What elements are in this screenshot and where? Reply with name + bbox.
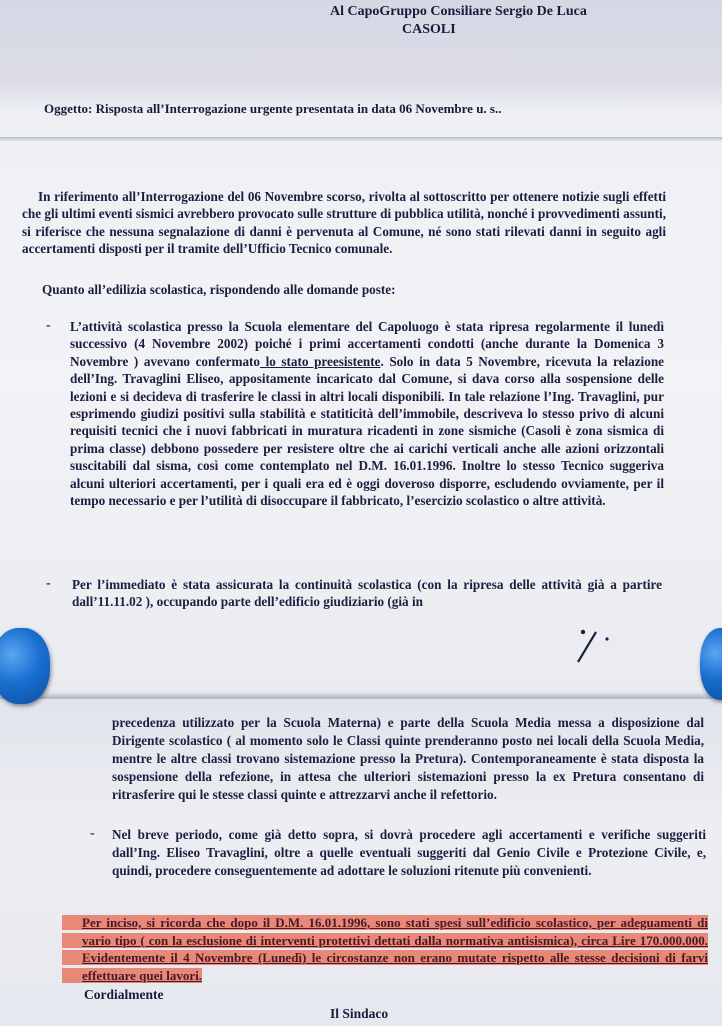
intro-paragraph: In riferimento all’Interrogazione del 06 Novembre scorso, rivolta al sottoscritto per ottenere notizie sugli effetti che gli ultimi eventi sismici avrebbero provocato sulle strutture di pubblica utilità, nonché i provvedimenti assunti, si riferisce che nessuna segnalazione di danni è pervenuta al Comune, né sono stati rilevati danni in seguito agli accertamenti disposti per il tramite dell’Ufficio Tecnico comunale. (22, 189, 666, 257)
bullet-school-activity-text-1: L’attività scolastica presso la Scuola elementare del Capoluogo è stata ripresa regolarmente il lunedì successivo (4 Novembre 2002) poiché i primi accertamenti condotti (anche durante la Domenica 3 Novembre ) avevano confermato (70, 319, 664, 369)
bullet-marker: - (46, 318, 51, 333)
push-pin (0, 628, 50, 704)
bullet-continuity: Per l’immediato è stata assicurata la continuità scolastica (con la ripresa delle attività già a partire dall’11.11.02 ), occupando parte dell’edificio giudiziario (già in (72, 577, 662, 610)
school-buildings-paragraph: Quanto all’edilizia scolastica, rispondendo alle domande poste: (42, 282, 396, 297)
highlighted-text: Per inciso, si ricorda che dopo il D.M. 16.01.1996, sono stati spesi sull’edificio scolastico, per adeguamenti di vario tipo ( con la esclusione di interventi protettivi dettati dalla normativa antisismica), circa Lire 170.000.000. Evidentemente il 4 Novembre (Lunedì) le circostanze non erano mutate rispetto alle stesse decisioni di farvi effettuare quei lavori. (62, 915, 708, 983)
subject-line: Oggetto: Risposta all’Interrogazione urgente presentata in data 06 Novembre u. s.. (44, 101, 502, 116)
bullet-marker: - (46, 576, 51, 591)
continuation-mark (574, 626, 614, 666)
addressee-city: CASOLI (402, 22, 456, 37)
highlighted-paragraph (62, 914, 708, 984)
bullet-school-activity-text-2: . Solo in data 5 Novembre, ricevuta la relazione dell’Ing. Travaglini Eliseo, appositamente incaricato dal Comune, si dava corso alla sospensione delle lezioni e si decideva di trasferire le classi in altri locali disponibili. In tale relazione l’Ing. Travaglini, pur esprimendo giudizi positivi sulla stabilità e statiticità dell’immobile, descriveva lo stesso privo di alcuni requisiti tecnici che i nuovi fabbricati in muratura ricadenti in zone sismiche (Casoli è zona sismica di prima classe) debbono possedere per resistere oltre che ai carichi verticali anche alle azioni orizzontali suscitabili dal sisma, così come contemplato nel D.M. 16.01.1996. Inoltre lo stesso Tecnico suggeriva alcuni ulteriori accertamenti, per i quali era ed è oggi doveroso disporre, escludendo ovviamente, per il tempo necessario e per l’utilità di disoccupare il fabbricato, l’esercizio scolastico o altre attività. (70, 353, 665, 509)
underlined-phrase: lo stato preesistente (260, 353, 381, 369)
bullet-school-activity (70, 318, 664, 509)
continuation-paragraph: precedenza utilizzato per la Scuola Materna) e parte della Scuola Media messa a disposizione dal Dirigente scolastico ( al momento solo le Classi quinte prenderanno posto nei locali della Scuola Media, mentre le altre classi trovano sistemazione presso la Pretura). Contemporaneamente è stata disposta la sospensione della refezione, in attesa che ulteriori sistemazioni presso la ex Pretura consentano di ritrasferire qui le stesse classi quinte e attrezzarvi anche il refettorio. (112, 715, 704, 802)
signature-title: Il Sindaco (330, 1006, 389, 1021)
closing-salutation: Cordialmente (84, 987, 164, 1002)
addressee-line: Al CapoGruppo Consiliare Sergio De Luca (330, 4, 587, 19)
bullet-marker: - (90, 826, 95, 841)
paper-fold (0, 137, 722, 141)
bullet-short-term: Nel breve periodo, come già detto sopra, si dovrà procedere agli accertamenti e verifiche suggeriti dall’Ing. Eliseo Travaglini, oltre a quelle eventuali suggeriti dal Genio Civile e Protezione Civile, e, quindi, procedere conseguentemente ad adottare le soluzioni ritenute più convenienti. (112, 827, 706, 878)
